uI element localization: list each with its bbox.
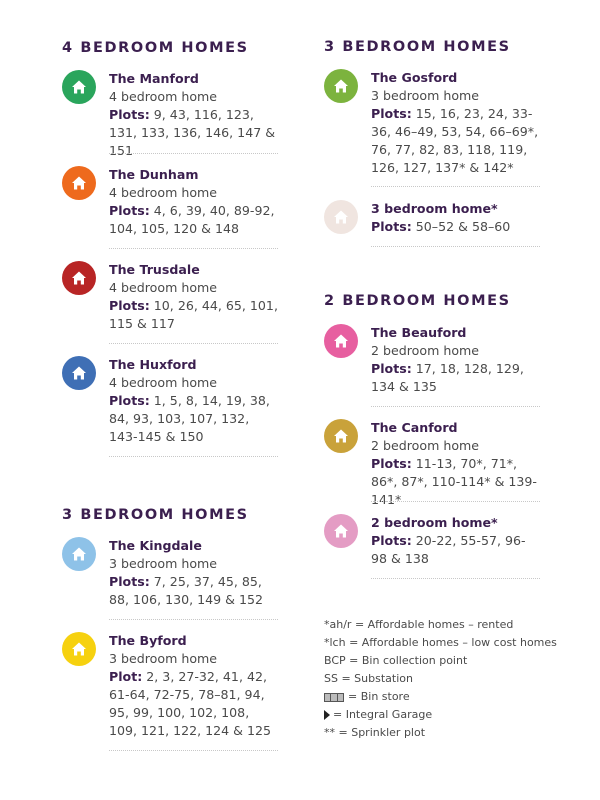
divider <box>371 501 540 502</box>
map-key <box>324 616 574 742</box>
key-substation: SS = Substation <box>324 672 413 685</box>
plots-value: 10, 26, 44, 65, 101, 115 & 117 <box>109 298 278 331</box>
home-description: 3 bedroom home <box>109 651 218 666</box>
plots-label: Plots: <box>109 107 150 122</box>
home-name: The Trusdale <box>109 262 200 277</box>
divider <box>109 343 278 344</box>
house-icon <box>324 200 358 234</box>
divider <box>109 619 278 620</box>
home-description: 3 bedroom home <box>371 88 480 103</box>
garage-triangle-icon <box>324 710 330 720</box>
house-icon <box>324 69 358 103</box>
section-title-2-bedroom: 2 BEDROOM HOMES <box>324 293 511 309</box>
home-description: 2 bedroom home <box>371 438 480 453</box>
home-plots <box>371 105 540 177</box>
section-title-3-bedroom: 3 BEDROOM HOMES <box>324 39 511 55</box>
key-integral-garage-label: = Integral Garage <box>333 708 433 721</box>
divider <box>371 578 540 579</box>
home-name: The Canford <box>371 420 458 435</box>
plots-value: 1, 5, 8, 14, 19, 38, 84, 93, 103, 107, 132, 143-145 & 150 <box>109 393 270 444</box>
section-title-3-bedroom: 3 BEDROOM HOMES <box>62 507 249 523</box>
home-name: The Huxford <box>109 357 197 372</box>
home-plots <box>109 573 278 609</box>
home-name: The Manford <box>109 71 199 86</box>
key-affordable-rented: *ah/r = Affordable homes – rented <box>324 618 514 631</box>
divider <box>109 456 278 457</box>
plots-value: 7, 25, 37, 45, 85, 88, 106, 130, 149 & 152 <box>109 574 264 607</box>
home-name: The Byford <box>109 633 187 648</box>
plots-value: 17, 18, 128, 129, 134 & 135 <box>371 361 524 394</box>
plots-value: 9, 43, 116, 123, 131, 133, 136, 146, 147 & 151 <box>109 107 276 158</box>
home-name: 2 bedroom home* <box>371 515 498 530</box>
divider <box>371 186 540 187</box>
house-icon <box>62 537 96 571</box>
home-description: 4 bedroom home <box>109 89 218 104</box>
house-icon <box>62 632 96 666</box>
house-icon <box>62 261 96 295</box>
home-plots <box>371 218 540 236</box>
house-icon <box>324 419 358 453</box>
plots-label: Plots: <box>371 533 412 548</box>
plots-value: 11-13, 70*, 71*, 86*, 87*, 110-114* & 139-141* <box>371 456 537 507</box>
house-icon <box>62 166 96 200</box>
house-icon <box>324 514 358 548</box>
key-bin-store-label: = Bin store <box>348 690 410 703</box>
section-title-4-bedroom: 4 BEDROOM HOMES <box>62 40 249 56</box>
key-sprinkler-plot: ** = Sprinkler plot <box>324 726 426 739</box>
plots-value: 15, 16, 23, 24, 33-36, 46–49, 53, 54, 66–69*, 76, 77, 82, 83, 118, 119, 126, 127, 137* & 142* <box>371 106 539 175</box>
plots-label: Plots: <box>371 106 412 121</box>
home-name: The Beauford <box>371 325 467 340</box>
plots-label: Plots: <box>109 298 150 313</box>
home-plots <box>371 532 540 568</box>
home-name: The Kingdale <box>109 538 202 553</box>
home-description: 4 bedroom home <box>109 375 218 390</box>
home-plots <box>109 392 278 446</box>
divider <box>109 153 278 154</box>
house-icon <box>62 356 96 390</box>
plots-value: 2, 3, 27-32, 41, 42, 61-64, 72-75, 78–81, 94, 95, 99, 100, 102, 108, 109, 121, 122, 124 & 125 <box>109 669 272 738</box>
divider <box>109 750 278 751</box>
plots-label: Plots: <box>109 203 150 218</box>
plots-label: Plot: <box>109 669 143 684</box>
plots-value: 20-22, 55-57, 96-98 & 138 <box>371 533 526 566</box>
key-affordable-low-cost: *lch = Affordable homes – low cost homes <box>324 636 557 649</box>
divider <box>371 246 540 247</box>
home-description: 2 bedroom home <box>371 343 480 358</box>
home-plots <box>109 202 278 238</box>
home-name: The Dunham <box>109 167 199 182</box>
home-description: 3 bedroom home <box>109 556 218 571</box>
home-plots <box>109 106 278 160</box>
home-plots <box>109 668 278 740</box>
plots-label: Plots: <box>109 393 150 408</box>
key-integral-garage <box>324 706 574 724</box>
home-plots <box>371 360 540 396</box>
home-name: 3 bedroom home* <box>371 201 498 216</box>
divider <box>371 406 540 407</box>
plots-label: Plots: <box>371 361 412 376</box>
plots-label: Plots: <box>109 574 150 589</box>
bin-store-icon <box>324 693 344 702</box>
house-icon <box>62 70 96 104</box>
home-plots <box>109 297 278 333</box>
divider <box>109 248 278 249</box>
key-bin-collection-point: BCP = Bin collection point <box>324 654 468 667</box>
key-bin-store <box>324 688 574 706</box>
plots-label: Plots: <box>371 219 412 234</box>
plots-value: 4, 6, 39, 40, 89-92, 104, 105, 120 & 148 <box>109 203 275 236</box>
home-description: 4 bedroom home <box>109 280 218 295</box>
plots-value: 50–52 & 58–60 <box>415 219 511 234</box>
home-description: 4 bedroom home <box>109 185 218 200</box>
house-icon <box>324 324 358 358</box>
home-name: The Gosford <box>371 70 458 85</box>
plots-label: Plots: <box>371 456 412 471</box>
